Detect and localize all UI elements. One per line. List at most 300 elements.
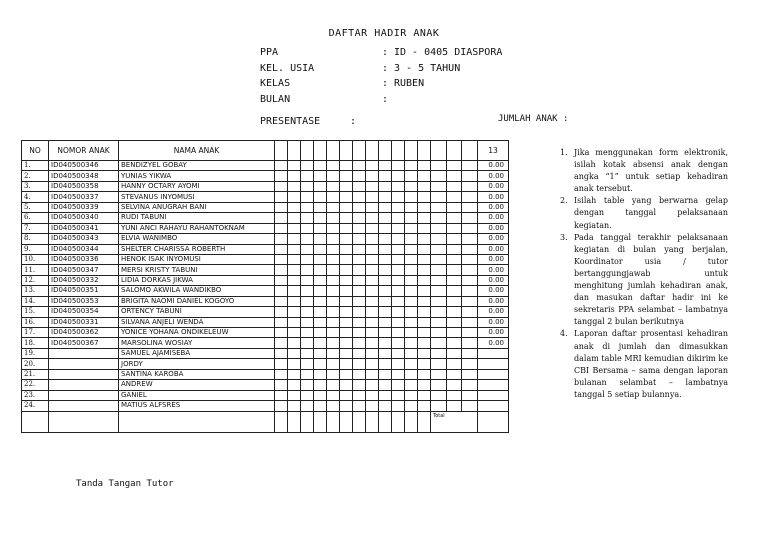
attendance-cell[interactable] bbox=[301, 307, 314, 317]
attendance-cell[interactable] bbox=[431, 390, 447, 400]
attendance-cell[interactable] bbox=[275, 390, 288, 400]
attendance-cell[interactable] bbox=[379, 275, 392, 285]
attendance-cell[interactable] bbox=[418, 254, 431, 264]
attendance-cell[interactable] bbox=[314, 244, 327, 254]
attendance-cell[interactable] bbox=[431, 328, 447, 338]
attendance-cell[interactable] bbox=[301, 338, 314, 348]
attendance-cell[interactable] bbox=[288, 223, 301, 233]
attendance-cell[interactable] bbox=[462, 161, 478, 171]
attendance-cell[interactable] bbox=[379, 161, 392, 171]
attendance-cell[interactable] bbox=[392, 213, 405, 223]
attendance-cell[interactable] bbox=[366, 234, 379, 244]
attendance-cell[interactable] bbox=[288, 202, 301, 212]
attendance-cell[interactable] bbox=[379, 202, 392, 212]
attendance-cell[interactable] bbox=[447, 369, 462, 379]
attendance-cell[interactable] bbox=[405, 202, 418, 212]
attendance-cell[interactable] bbox=[447, 161, 462, 171]
attendance-cell[interactable] bbox=[327, 286, 340, 296]
attendance-cell[interactable] bbox=[301, 202, 314, 212]
attendance-cell[interactable] bbox=[447, 401, 462, 411]
attendance-cell[interactable] bbox=[462, 192, 478, 202]
attendance-cell[interactable] bbox=[314, 213, 327, 223]
attendance-cell[interactable] bbox=[314, 338, 327, 348]
attendance-cell[interactable] bbox=[462, 348, 478, 358]
attendance-cell[interactable] bbox=[392, 317, 405, 327]
attendance-cell[interactable] bbox=[418, 161, 431, 171]
attendance-cell[interactable] bbox=[392, 307, 405, 317]
attendance-cell[interactable] bbox=[392, 359, 405, 369]
attendance-cell[interactable] bbox=[447, 213, 462, 223]
attendance-cell[interactable] bbox=[301, 380, 314, 390]
attendance-cell[interactable] bbox=[431, 338, 447, 348]
attendance-cell[interactable] bbox=[314, 286, 327, 296]
attendance-cell[interactable] bbox=[275, 234, 288, 244]
attendance-cell[interactable] bbox=[314, 265, 327, 275]
attendance-cell[interactable] bbox=[447, 317, 462, 327]
attendance-cell[interactable] bbox=[275, 317, 288, 327]
attendance-cell[interactable] bbox=[301, 161, 314, 171]
attendance-cell[interactable] bbox=[366, 296, 379, 306]
attendance-cell[interactable] bbox=[447, 171, 462, 181]
attendance-cell[interactable] bbox=[418, 359, 431, 369]
day-header-cell[interactable] bbox=[392, 141, 405, 161]
attendance-cell[interactable] bbox=[314, 359, 327, 369]
attendance-cell[interactable] bbox=[431, 296, 447, 306]
attendance-cell[interactable] bbox=[447, 275, 462, 285]
attendance-cell[interactable] bbox=[340, 192, 353, 202]
attendance-cell[interactable] bbox=[288, 369, 301, 379]
attendance-cell[interactable] bbox=[405, 213, 418, 223]
attendance-cell[interactable] bbox=[379, 338, 392, 348]
attendance-cell[interactable] bbox=[288, 286, 301, 296]
attendance-cell[interactable] bbox=[418, 317, 431, 327]
attendance-cell[interactable] bbox=[353, 317, 366, 327]
attendance-cell[interactable] bbox=[462, 359, 478, 369]
attendance-cell[interactable] bbox=[431, 202, 447, 212]
attendance-cell[interactable] bbox=[366, 401, 379, 411]
attendance-cell[interactable] bbox=[447, 181, 462, 191]
attendance-cell[interactable] bbox=[353, 380, 366, 390]
attendance-cell[interactable] bbox=[301, 348, 314, 358]
attendance-cell[interactable] bbox=[327, 202, 340, 212]
attendance-cell[interactable] bbox=[353, 234, 366, 244]
attendance-cell[interactable] bbox=[405, 181, 418, 191]
attendance-cell[interactable] bbox=[327, 338, 340, 348]
attendance-cell[interactable] bbox=[353, 171, 366, 181]
attendance-cell[interactable] bbox=[353, 296, 366, 306]
attendance-cell[interactable] bbox=[392, 171, 405, 181]
attendance-cell[interactable] bbox=[405, 307, 418, 317]
attendance-cell[interactable] bbox=[431, 369, 447, 379]
attendance-cell[interactable] bbox=[275, 401, 288, 411]
attendance-cell[interactable] bbox=[418, 265, 431, 275]
attendance-cell[interactable] bbox=[314, 296, 327, 306]
attendance-cell[interactable] bbox=[462, 317, 478, 327]
attendance-cell[interactable] bbox=[379, 234, 392, 244]
attendance-cell[interactable] bbox=[327, 171, 340, 181]
attendance-cell[interactable] bbox=[418, 202, 431, 212]
attendance-cell[interactable] bbox=[301, 234, 314, 244]
attendance-cell[interactable] bbox=[462, 390, 478, 400]
attendance-cell[interactable] bbox=[288, 265, 301, 275]
attendance-cell[interactable] bbox=[431, 234, 447, 244]
attendance-cell[interactable] bbox=[353, 401, 366, 411]
attendance-cell[interactable] bbox=[314, 223, 327, 233]
attendance-cell[interactable] bbox=[340, 390, 353, 400]
attendance-cell[interactable] bbox=[340, 202, 353, 212]
attendance-cell[interactable] bbox=[366, 192, 379, 202]
attendance-cell[interactable] bbox=[405, 161, 418, 171]
attendance-cell[interactable] bbox=[340, 401, 353, 411]
attendance-cell[interactable] bbox=[379, 286, 392, 296]
attendance-cell[interactable] bbox=[462, 401, 478, 411]
attendance-cell[interactable] bbox=[327, 369, 340, 379]
attendance-cell[interactable] bbox=[301, 296, 314, 306]
attendance-cell[interactable] bbox=[379, 380, 392, 390]
attendance-cell[interactable] bbox=[340, 223, 353, 233]
attendance-cell[interactable] bbox=[392, 202, 405, 212]
attendance-cell[interactable] bbox=[431, 213, 447, 223]
attendance-cell[interactable] bbox=[288, 234, 301, 244]
day-header-cell[interactable] bbox=[447, 141, 462, 161]
attendance-cell[interactable] bbox=[301, 181, 314, 191]
attendance-cell[interactable] bbox=[431, 244, 447, 254]
attendance-cell[interactable] bbox=[379, 181, 392, 191]
attendance-cell[interactable] bbox=[340, 265, 353, 275]
attendance-cell[interactable] bbox=[314, 348, 327, 358]
attendance-cell[interactable] bbox=[340, 380, 353, 390]
attendance-cell[interactable] bbox=[405, 348, 418, 358]
attendance-cell[interactable] bbox=[379, 213, 392, 223]
attendance-cell[interactable] bbox=[418, 348, 431, 358]
attendance-cell[interactable] bbox=[366, 171, 379, 181]
attendance-cell[interactable] bbox=[418, 307, 431, 317]
attendance-cell[interactable] bbox=[288, 181, 301, 191]
attendance-cell[interactable] bbox=[431, 317, 447, 327]
attendance-cell[interactable] bbox=[327, 234, 340, 244]
attendance-cell[interactable] bbox=[447, 390, 462, 400]
attendance-cell[interactable] bbox=[314, 234, 327, 244]
attendance-cell[interactable] bbox=[405, 380, 418, 390]
attendance-cell[interactable] bbox=[379, 317, 392, 327]
attendance-cell[interactable] bbox=[379, 348, 392, 358]
attendance-cell[interactable] bbox=[327, 296, 340, 306]
attendance-cell[interactable] bbox=[314, 307, 327, 317]
attendance-cell[interactable] bbox=[462, 296, 478, 306]
attendance-cell[interactable] bbox=[366, 254, 379, 264]
attendance-cell[interactable] bbox=[301, 254, 314, 264]
attendance-cell[interactable] bbox=[301, 369, 314, 379]
attendance-cell[interactable] bbox=[431, 380, 447, 390]
attendance-cell[interactable] bbox=[447, 223, 462, 233]
attendance-cell[interactable] bbox=[418, 234, 431, 244]
attendance-cell[interactable] bbox=[405, 359, 418, 369]
attendance-cell[interactable] bbox=[340, 244, 353, 254]
attendance-cell[interactable] bbox=[353, 192, 366, 202]
attendance-cell[interactable] bbox=[340, 254, 353, 264]
attendance-cell[interactable] bbox=[327, 161, 340, 171]
attendance-cell[interactable] bbox=[275, 202, 288, 212]
attendance-cell[interactable] bbox=[379, 192, 392, 202]
attendance-cell[interactable] bbox=[405, 234, 418, 244]
attendance-cell[interactable] bbox=[392, 161, 405, 171]
attendance-cell[interactable] bbox=[462, 286, 478, 296]
attendance-cell[interactable] bbox=[275, 307, 288, 317]
attendance-cell[interactable] bbox=[301, 359, 314, 369]
attendance-cell[interactable] bbox=[275, 369, 288, 379]
attendance-cell[interactable] bbox=[327, 244, 340, 254]
attendance-cell[interactable] bbox=[340, 286, 353, 296]
attendance-cell[interactable] bbox=[418, 181, 431, 191]
attendance-cell[interactable] bbox=[275, 348, 288, 358]
attendance-cell[interactable] bbox=[418, 275, 431, 285]
attendance-cell[interactable] bbox=[288, 338, 301, 348]
attendance-cell[interactable] bbox=[431, 348, 447, 358]
attendance-cell[interactable] bbox=[431, 171, 447, 181]
attendance-cell[interactable] bbox=[314, 192, 327, 202]
attendance-cell[interactable] bbox=[462, 171, 478, 181]
attendance-cell[interactable] bbox=[366, 338, 379, 348]
attendance-cell[interactable] bbox=[301, 328, 314, 338]
attendance-cell[interactable] bbox=[275, 171, 288, 181]
attendance-cell[interactable] bbox=[447, 265, 462, 275]
attendance-cell[interactable] bbox=[462, 328, 478, 338]
attendance-cell[interactable] bbox=[301, 401, 314, 411]
attendance-cell[interactable] bbox=[405, 192, 418, 202]
attendance-cell[interactable] bbox=[366, 223, 379, 233]
day-header-cell[interactable] bbox=[327, 141, 340, 161]
attendance-cell[interactable] bbox=[405, 338, 418, 348]
attendance-cell[interactable] bbox=[462, 254, 478, 264]
attendance-cell[interactable] bbox=[288, 317, 301, 327]
attendance-cell[interactable] bbox=[353, 359, 366, 369]
attendance-cell[interactable] bbox=[288, 401, 301, 411]
attendance-cell[interactable] bbox=[288, 213, 301, 223]
attendance-cell[interactable] bbox=[392, 265, 405, 275]
attendance-cell[interactable] bbox=[366, 307, 379, 317]
attendance-cell[interactable] bbox=[379, 369, 392, 379]
attendance-cell[interactable] bbox=[392, 348, 405, 358]
attendance-cell[interactable] bbox=[327, 359, 340, 369]
attendance-cell[interactable] bbox=[314, 380, 327, 390]
attendance-cell[interactable] bbox=[327, 213, 340, 223]
attendance-cell[interactable] bbox=[431, 286, 447, 296]
attendance-cell[interactable] bbox=[392, 380, 405, 390]
attendance-cell[interactable] bbox=[353, 307, 366, 317]
attendance-cell[interactable] bbox=[288, 307, 301, 317]
attendance-cell[interactable] bbox=[301, 223, 314, 233]
attendance-cell[interactable] bbox=[405, 244, 418, 254]
attendance-cell[interactable] bbox=[405, 296, 418, 306]
attendance-cell[interactable] bbox=[447, 380, 462, 390]
attendance-cell[interactable] bbox=[418, 338, 431, 348]
attendance-cell[interactable] bbox=[366, 369, 379, 379]
attendance-cell[interactable] bbox=[353, 213, 366, 223]
day-header-cell[interactable] bbox=[418, 141, 431, 161]
attendance-cell[interactable] bbox=[379, 265, 392, 275]
attendance-cell[interactable] bbox=[353, 161, 366, 171]
attendance-cell[interactable] bbox=[462, 244, 478, 254]
attendance-cell[interactable] bbox=[405, 254, 418, 264]
attendance-cell[interactable] bbox=[392, 181, 405, 191]
attendance-cell[interactable] bbox=[327, 307, 340, 317]
attendance-cell[interactable] bbox=[314, 171, 327, 181]
attendance-cell[interactable] bbox=[314, 161, 327, 171]
attendance-cell[interactable] bbox=[379, 307, 392, 317]
attendance-cell[interactable] bbox=[366, 202, 379, 212]
attendance-cell[interactable] bbox=[353, 286, 366, 296]
attendance-cell[interactable] bbox=[366, 380, 379, 390]
attendance-cell[interactable] bbox=[462, 338, 478, 348]
attendance-cell[interactable] bbox=[447, 244, 462, 254]
attendance-cell[interactable] bbox=[353, 265, 366, 275]
attendance-cell[interactable] bbox=[392, 286, 405, 296]
attendance-cell[interactable] bbox=[327, 317, 340, 327]
attendance-cell[interactable] bbox=[301, 317, 314, 327]
attendance-cell[interactable] bbox=[462, 223, 478, 233]
attendance-cell[interactable] bbox=[314, 369, 327, 379]
attendance-cell[interactable] bbox=[288, 296, 301, 306]
attendance-cell[interactable] bbox=[392, 401, 405, 411]
day-header-cell[interactable] bbox=[431, 141, 447, 161]
attendance-cell[interactable] bbox=[405, 390, 418, 400]
attendance-cell[interactable] bbox=[353, 223, 366, 233]
attendance-cell[interactable] bbox=[340, 317, 353, 327]
attendance-cell[interactable] bbox=[301, 213, 314, 223]
attendance-cell[interactable] bbox=[340, 328, 353, 338]
attendance-cell[interactable] bbox=[462, 202, 478, 212]
attendance-cell[interactable] bbox=[366, 286, 379, 296]
attendance-cell[interactable] bbox=[340, 348, 353, 358]
attendance-cell[interactable] bbox=[340, 275, 353, 285]
attendance-cell[interactable] bbox=[418, 171, 431, 181]
attendance-cell[interactable] bbox=[353, 275, 366, 285]
attendance-cell[interactable] bbox=[301, 244, 314, 254]
attendance-cell[interactable] bbox=[366, 359, 379, 369]
attendance-cell[interactable] bbox=[353, 202, 366, 212]
attendance-cell[interactable] bbox=[301, 286, 314, 296]
day-header-cell[interactable] bbox=[275, 141, 288, 161]
attendance-cell[interactable] bbox=[392, 390, 405, 400]
attendance-cell[interactable] bbox=[275, 338, 288, 348]
attendance-cell[interactable] bbox=[366, 181, 379, 191]
attendance-cell[interactable] bbox=[275, 213, 288, 223]
attendance-cell[interactable] bbox=[353, 369, 366, 379]
attendance-cell[interactable] bbox=[379, 401, 392, 411]
attendance-cell[interactable] bbox=[340, 213, 353, 223]
attendance-cell[interactable] bbox=[366, 275, 379, 285]
attendance-cell[interactable] bbox=[366, 213, 379, 223]
attendance-cell[interactable] bbox=[288, 359, 301, 369]
attendance-cell[interactable] bbox=[405, 328, 418, 338]
attendance-cell[interactable] bbox=[447, 348, 462, 358]
attendance-cell[interactable] bbox=[462, 275, 478, 285]
attendance-cell[interactable] bbox=[353, 244, 366, 254]
attendance-cell[interactable] bbox=[275, 275, 288, 285]
attendance-cell[interactable] bbox=[405, 265, 418, 275]
attendance-cell[interactable] bbox=[327, 380, 340, 390]
attendance-cell[interactable] bbox=[447, 307, 462, 317]
attendance-cell[interactable] bbox=[462, 265, 478, 275]
day-header-cell[interactable] bbox=[353, 141, 366, 161]
attendance-cell[interactable] bbox=[275, 192, 288, 202]
attendance-cell[interactable] bbox=[288, 348, 301, 358]
day-header-cell[interactable] bbox=[340, 141, 353, 161]
attendance-cell[interactable] bbox=[275, 328, 288, 338]
attendance-cell[interactable] bbox=[288, 171, 301, 181]
attendance-cell[interactable] bbox=[431, 401, 447, 411]
day-header-cell[interactable] bbox=[405, 141, 418, 161]
attendance-cell[interactable] bbox=[431, 254, 447, 264]
attendance-cell[interactable] bbox=[314, 181, 327, 191]
attendance-cell[interactable] bbox=[418, 390, 431, 400]
attendance-cell[interactable] bbox=[275, 223, 288, 233]
attendance-cell[interactable] bbox=[340, 338, 353, 348]
attendance-cell[interactable] bbox=[353, 181, 366, 191]
attendance-cell[interactable] bbox=[462, 369, 478, 379]
day-header-cell[interactable] bbox=[301, 141, 314, 161]
attendance-cell[interactable] bbox=[379, 359, 392, 369]
attendance-cell[interactable] bbox=[418, 380, 431, 390]
attendance-cell[interactable] bbox=[353, 254, 366, 264]
attendance-cell[interactable] bbox=[462, 234, 478, 244]
attendance-cell[interactable] bbox=[275, 296, 288, 306]
attendance-cell[interactable] bbox=[275, 265, 288, 275]
attendance-cell[interactable] bbox=[340, 369, 353, 379]
attendance-cell[interactable] bbox=[392, 234, 405, 244]
attendance-cell[interactable] bbox=[447, 296, 462, 306]
attendance-cell[interactable] bbox=[366, 328, 379, 338]
attendance-cell[interactable] bbox=[340, 181, 353, 191]
attendance-cell[interactable] bbox=[462, 380, 478, 390]
day-header-cell[interactable] bbox=[366, 141, 379, 161]
attendance-cell[interactable] bbox=[447, 286, 462, 296]
attendance-cell[interactable] bbox=[301, 192, 314, 202]
attendance-cell[interactable] bbox=[405, 223, 418, 233]
attendance-cell[interactable] bbox=[314, 401, 327, 411]
attendance-cell[interactable] bbox=[327, 328, 340, 338]
attendance-cell[interactable] bbox=[447, 359, 462, 369]
attendance-cell[interactable] bbox=[431, 161, 447, 171]
attendance-cell[interactable] bbox=[301, 390, 314, 400]
attendance-cell[interactable] bbox=[327, 265, 340, 275]
attendance-cell[interactable] bbox=[327, 390, 340, 400]
day-header-cell[interactable] bbox=[288, 141, 301, 161]
attendance-cell[interactable] bbox=[288, 328, 301, 338]
attendance-cell[interactable] bbox=[392, 275, 405, 285]
attendance-cell[interactable] bbox=[314, 317, 327, 327]
attendance-cell[interactable] bbox=[418, 213, 431, 223]
attendance-cell[interactable] bbox=[353, 390, 366, 400]
attendance-cell[interactable] bbox=[275, 359, 288, 369]
attendance-cell[interactable] bbox=[353, 328, 366, 338]
attendance-cell[interactable] bbox=[405, 275, 418, 285]
attendance-cell[interactable] bbox=[340, 234, 353, 244]
attendance-cell[interactable] bbox=[392, 254, 405, 264]
attendance-cell[interactable] bbox=[288, 380, 301, 390]
attendance-cell[interactable] bbox=[301, 171, 314, 181]
attendance-cell[interactable] bbox=[366, 265, 379, 275]
attendance-cell[interactable] bbox=[327, 348, 340, 358]
attendance-cell[interactable] bbox=[366, 390, 379, 400]
attendance-cell[interactable] bbox=[447, 254, 462, 264]
attendance-cell[interactable] bbox=[405, 317, 418, 327]
attendance-cell[interactable] bbox=[447, 338, 462, 348]
attendance-cell[interactable] bbox=[288, 244, 301, 254]
attendance-cell[interactable] bbox=[314, 275, 327, 285]
attendance-cell[interactable] bbox=[405, 286, 418, 296]
attendance-cell[interactable] bbox=[431, 359, 447, 369]
